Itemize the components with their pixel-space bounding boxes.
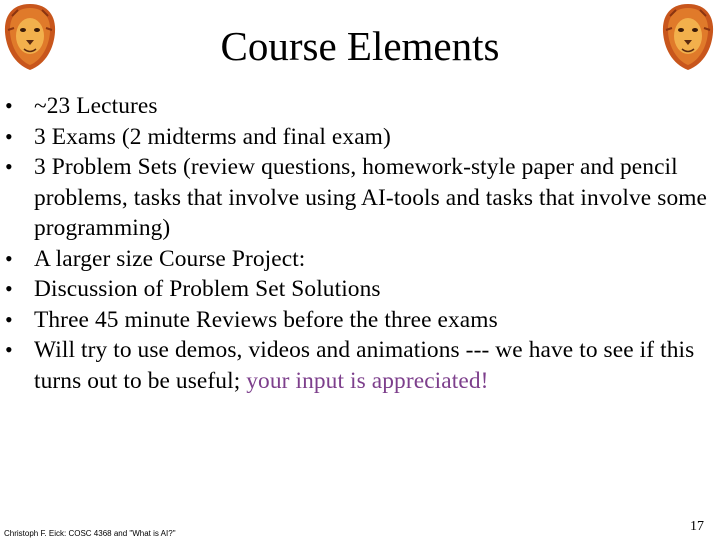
bullet-item (0, 335, 715, 396)
page-number: 17 (690, 519, 704, 534)
bullet-text: 3 Problem Sets (review questions, homework-style paper and pencil problems, tasks that involve using AI-tools and tasks that involve some programming) (34, 154, 708, 241)
bullet-dot: • (5, 93, 13, 118)
bullet-dot: • (5, 306, 13, 332)
slide-title: Course Elements (220, 23, 500, 69)
bullet-dot: • (5, 245, 13, 271)
bullet-dot: • (5, 337, 13, 362)
bullet-item (0, 91, 715, 122)
bullet-item (0, 152, 715, 244)
bullet-list (0, 91, 715, 396)
bullet-item (0, 122, 715, 153)
bullet-dot: • (5, 154, 13, 179)
bullet-text: Will try to use demos, videos and animations --- we have to see if this turns out to be useful; (34, 337, 695, 394)
footer-credit: Christoph F. Eick: COSC 4368 and "What is AI?" (4, 529, 176, 538)
bullet-item (0, 274, 715, 305)
bullet-dot: • (5, 123, 13, 149)
bullet-text: Discussion of Problem Set Solutions (34, 276, 381, 302)
bullet-text: A larger size Course Project: (34, 245, 306, 272)
bullet-item (0, 244, 715, 275)
bullet-dot: • (5, 276, 13, 301)
bullet-highlight-text: your input is appreciated! (246, 367, 489, 394)
bullet-text: Three 45 minute Reviews before the three exams (34, 306, 498, 333)
bullet-text: ~23 Lectures (34, 93, 158, 119)
bullet-item (0, 305, 715, 336)
bullet-text: 3 Exams (2 midterms and final exam) (34, 123, 391, 150)
